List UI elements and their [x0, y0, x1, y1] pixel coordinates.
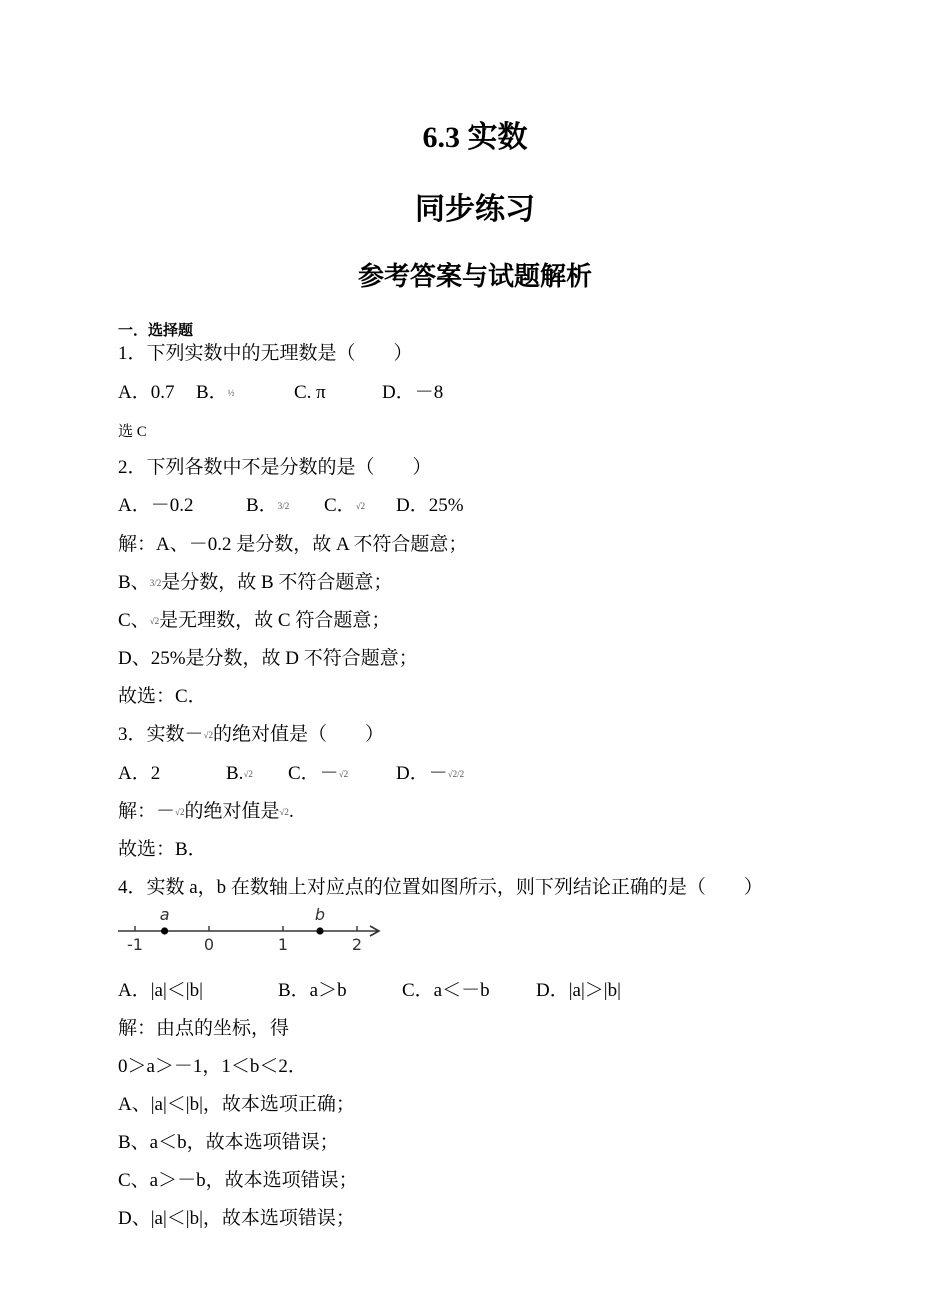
q3-c-sqrt: √2 [338, 769, 349, 779]
q4-solution-2: 0＞a＞－1，1＜b＜2． [118, 1056, 307, 1077]
point-a [161, 927, 168, 934]
q3-option-b: B.√2 [226, 763, 253, 784]
q1-option-d: D．－8 [382, 382, 444, 403]
point-a-label: a [159, 906, 170, 924]
q1-answer: 选 C [118, 424, 147, 440]
q3-option-c: C．－√2 [288, 763, 349, 784]
q1-option-c: C. π [294, 382, 326, 403]
q3-stem-sqrt: √2 [203, 730, 213, 740]
q4-solution-1: 解：由点的坐标，得 [118, 1018, 290, 1039]
q3-options [118, 762, 464, 786]
q3-b-sqrt: √2 [243, 769, 253, 779]
number-line-tick-label: 1 [277, 935, 289, 954]
q2-b-fraction: 3/2 [277, 501, 290, 511]
q1-options [118, 381, 443, 405]
q4-option-d: D．|a|＞|b| [536, 980, 621, 1001]
q2-solution-4: D、25%是分数，故 D 不符合题意； [118, 648, 418, 669]
q4-solution-3: A、|a|＜|b|，故本选项正确； [118, 1094, 355, 1115]
point-b-label: b [314, 906, 326, 924]
q2-solution-2: B、3/2是分数，故 B 不符合题意； [118, 572, 393, 593]
section-heading: 一．选择题 [118, 321, 194, 339]
q4-option-c: C．a＜－b [402, 980, 490, 1001]
q3-stem: 3．实数－√2的绝对值是（ ） [118, 724, 384, 745]
q4-solution-5: C、a＞－b，故本选项错误； [118, 1170, 358, 1191]
q2-option-a: A．－0.2 [118, 495, 194, 516]
q3-option-a: A．2 [118, 763, 161, 784]
q1-stem: 1．下列实数中的无理数是（ ） [118, 343, 413, 364]
q3-solution: 解：－√2的绝对值是√2. [118, 801, 294, 822]
q4-stem: 4．实数 a，b 在数轴上对应点的位置如图所示，则下列结论正确的是（ ） [118, 877, 763, 898]
q4-solution-4: B、a＜b，故本选项错误； [118, 1132, 339, 1153]
q4-option-b: B．a＞b [278, 980, 347, 1001]
title-answers: 参考答案与试题解析 [357, 262, 592, 291]
q2-solution-1: 解：A、－0.2 是分数，故 A 不符合题意； [118, 534, 468, 555]
q2-answer: 故选：C． [118, 686, 207, 707]
number-line-tick-label: -1 [127, 935, 143, 954]
number-line-figure [116, 906, 386, 956]
point-b [316, 927, 323, 934]
q1-option-b: B．½ [196, 382, 235, 403]
q4-solution-6: D、|a|＜|b|，故本选项错误； [118, 1208, 355, 1229]
q3-answer: 故选：B． [118, 839, 207, 860]
q2-solution-3: C、√2是无理数，故 C 符合题意； [118, 610, 391, 631]
q2-sol-b-fraction: 3/2 [149, 578, 162, 588]
q4-options [118, 979, 621, 1003]
q2-c-sqrt: √2 [355, 501, 366, 511]
q4-option-a: A．|a|＜|b| [118, 980, 203, 1001]
q3-d-fraction: √2/2 [447, 769, 465, 779]
q2-stem: 2．下列各数中不是分数的是（ ） [118, 457, 432, 478]
q1-option-a: A．0.7 [118, 382, 175, 403]
title-sub: 同步练习 [415, 193, 535, 226]
q2-options [118, 494, 464, 518]
q2-option-c: C．√2 [324, 495, 366, 516]
q2-option-b: B．3/2 [246, 495, 290, 516]
q2-sol-c-sqrt: √2 [149, 616, 160, 626]
q2-option-d: D．25% [396, 495, 464, 516]
title-main: 6.3 实数 [422, 121, 528, 154]
number-line-tick-label: 2 [351, 935, 363, 954]
q1-b-fraction: ½ [227, 388, 235, 398]
q3-option-d: D．－√2/2 [396, 763, 465, 784]
number-line-tick-label: 0 [203, 935, 215, 954]
